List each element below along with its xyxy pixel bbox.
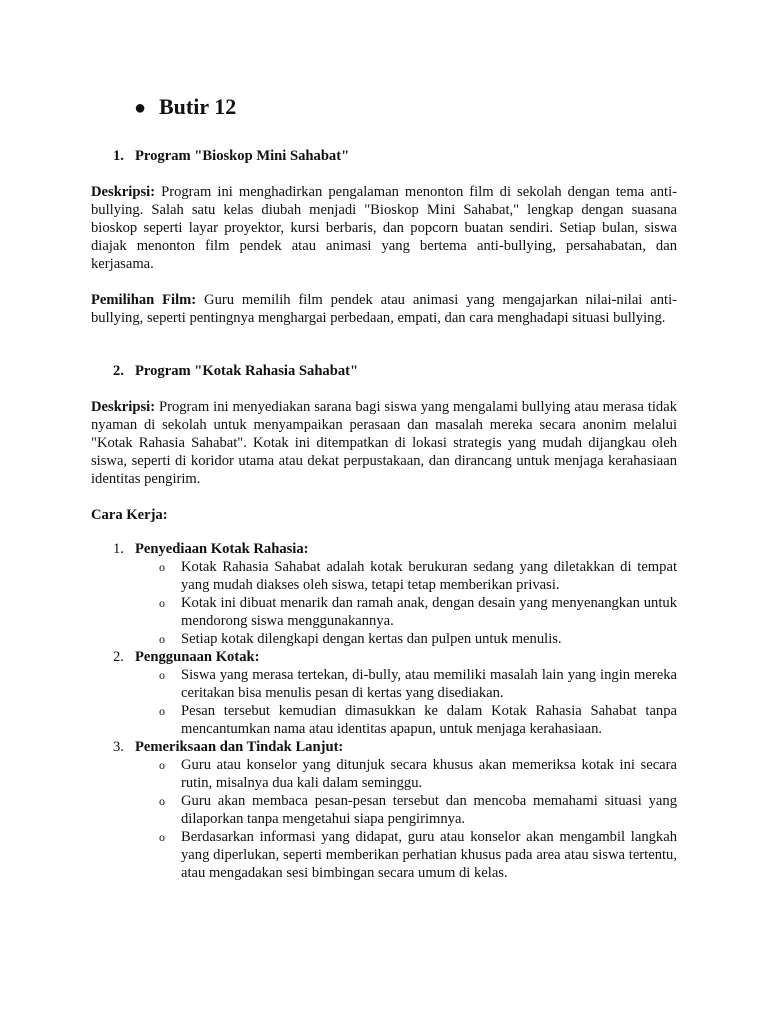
program-2-number: 2. [113, 363, 124, 379]
circle-bullet-icon: o [159, 668, 165, 682]
section-heading [134, 93, 236, 122]
circle-bullet-icon: o [159, 794, 165, 808]
list-item-text: Berdasarkan informasi yang didapat, guru atau konselor akan mengambil langkah yang diperlukan, seperti memberikan perhatian khusus pada area atau siswa tertentu, atau mengadakan sesi bimbingan secara umum di kelas. [181, 829, 677, 881]
program-2-desc-label: Deskripsi: [91, 399, 156, 415]
list-item [91, 594, 677, 630]
program-1-title-text: Program "Bioskop Mini Sahabat" [135, 148, 350, 164]
step-3 [91, 738, 677, 882]
step-2-number: 2. [113, 649, 124, 665]
program-2-desc-text: Program ini menyediakan sarana bagi siswa yang mengalami bullying atau merasa tidak nyaman di sekolah untuk menyampaikan perasaan dan masalah mereka secara anonim melalui "Kotak Rahasia Sahabat". Kotak ini ditempatkan di lokasi strategis yang mudah dijangkau oleh siswa, seperti di koridor utama atau dekat perpustakaan, dan dirancang untuk menjaga kerahasiaan identitas pengirim. [91, 399, 677, 487]
list-item [91, 828, 677, 882]
program-1-film-selection [91, 291, 677, 327]
circle-bullet-icon: o [159, 830, 165, 844]
program-1-film-label: Pemilihan Film: [91, 292, 197, 308]
program-2-description [91, 398, 677, 488]
program-1-title [113, 147, 349, 165]
steps-list [91, 540, 677, 882]
program-2-title [113, 362, 358, 380]
cara-kerja-label: Cara Kerja: [91, 507, 168, 523]
list-item-text: Kotak ini dibuat menarik dan ramah anak, dengan desain yang menyenangkan untuk mendorong siswa menggunakannya. [181, 595, 677, 629]
circle-bullet-icon: o [159, 632, 165, 646]
step-3-number: 3. [113, 739, 124, 755]
list-item [91, 702, 677, 738]
circle-bullet-icon: o [159, 560, 165, 574]
list-item-text: Guru akan membaca pesan-pesan tersebut dan mencoba memahami situasi yang dilaporkan tanpa mengetahui siapa pengirimnya. [181, 793, 677, 827]
bullet-icon: ● [134, 97, 147, 119]
step-1-number: 1. [113, 541, 124, 557]
program-1-description [91, 183, 677, 273]
step-1-title: Penyediaan Kotak Rahasia: [135, 541, 309, 557]
list-item-text: Guru atau konselor yang ditunjuk secara khusus akan memeriksa kotak ini secara rutin, misalnya dua kali dalam seminggu. [181, 757, 677, 791]
list-item [91, 792, 677, 828]
circle-bullet-icon: o [159, 758, 165, 772]
step-2-heading [91, 648, 677, 666]
step-2-title: Penggunaan Kotak: [135, 649, 260, 665]
list-item [91, 558, 677, 594]
program-1-film-text: Guru memilih film pendek atau animasi yang mengajarkan nilai-nilai anti-bullying, seperti pentingnya menghargai perbedaan, empati, dan cara menghadapi situasi bullying. [91, 292, 677, 326]
program-1-desc-label: Deskripsi: [91, 184, 156, 200]
list-item-text: Kotak Rahasia Sahabat adalah kotak berukuran sedang yang diletakkan di tempat yang mudah diakses oleh siswa, tetapi tetap memberikan privasi. [181, 559, 677, 593]
step-3-heading [91, 738, 677, 756]
step-3-title: Pemeriksaan dan Tindak Lanjut: [135, 739, 344, 755]
program-2-title-text: Program "Kotak Rahasia Sahabat" [135, 363, 359, 379]
list-item-text: Setiap kotak dilengkapi dengan kertas dan pulpen untuk menulis. [181, 631, 562, 647]
list-item [91, 630, 677, 648]
list-item [91, 666, 677, 702]
heading-text: Butir 12 [159, 94, 237, 119]
step-1 [91, 540, 677, 648]
list-item-text: Pesan tersebut kemudian dimasukkan ke dalam Kotak Rahasia Sahabat tanpa mencantumkan nama atau identitas apapun, untuk menjaga kerahasiaan. [181, 703, 677, 737]
step-1-heading [91, 540, 677, 558]
program-1-desc-text: Program ini menghadirkan pengalaman menonton film di sekolah dengan tema anti-bullying. Salah satu kelas diubah menjadi "Bioskop Mini Sahabat," lengkap dengan suasana bioskop seperti layar proyektor, kursi berbaris, dan popcorn buatan sendiri. Setiap bulan, siswa diajak menonton film pendek atau animasi yang bertema anti-bullying, persahabatan, dan kerjasama. [91, 184, 677, 272]
circle-bullet-icon: o [159, 704, 165, 718]
list-item [91, 756, 677, 792]
circle-bullet-icon: o [159, 596, 165, 610]
program-1-number: 1. [113, 148, 124, 164]
step-2 [91, 648, 677, 738]
list-item-text: Siswa yang merasa tertekan, di-bully, atau memiliki masalah lain yang ingin mereka ceritakan bisa menulis pesan di kertas yang disediakan. [181, 667, 677, 701]
